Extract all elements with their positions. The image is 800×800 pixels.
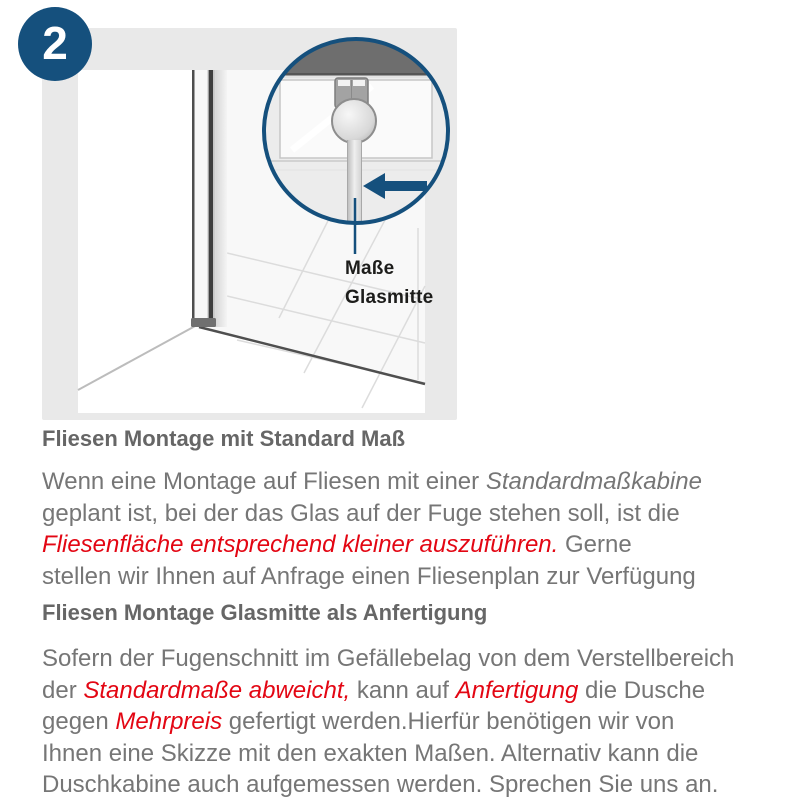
illustration-graphic <box>42 28 457 420</box>
callout-label <box>345 254 433 312</box>
section-paragraph-anfertigung: Sofern der Fugenschnitt im Gefällebelag von dem Verstellbereich der Standardmaße abweicht, kann auf Anfertigung die Dusche gegen Mehrpreis gefertigt werden.Hierfür benötigen wir von Ihnen eine Skizze mit den exakten Maßen. Alternativ kann die Duschkabine auch aufgemessen werden. Sprechen Sie uns an. <box>42 645 735 798</box>
callout-label-line1: Maße <box>345 258 395 279</box>
section-heading-standard-mass: Fliesen Montage mit Standard Maß <box>42 426 406 451</box>
section-paragraph-standard-mass: Wenn eine Montage auf Fliesen mit einer Standardmaßkabine geplant ist, bei der das Glas auf der Fuge stehen soll, ist die Fliesenfläche entsprechend kleiner auszuführen. Gerne stellen wir Ihnen auf Anfrage einen Fliesenplan zur Verfügung <box>42 468 702 590</box>
callout-label-line2: Glasmitte <box>345 287 434 308</box>
glass-profile <box>191 70 227 327</box>
installation-illustration <box>42 28 457 420</box>
roller-knob <box>332 99 376 143</box>
step-number-badge: 2 <box>18 7 92 81</box>
section-heading-anfertigung: Fliesen Montage Glasmitte als Anfertigung <box>42 600 488 625</box>
